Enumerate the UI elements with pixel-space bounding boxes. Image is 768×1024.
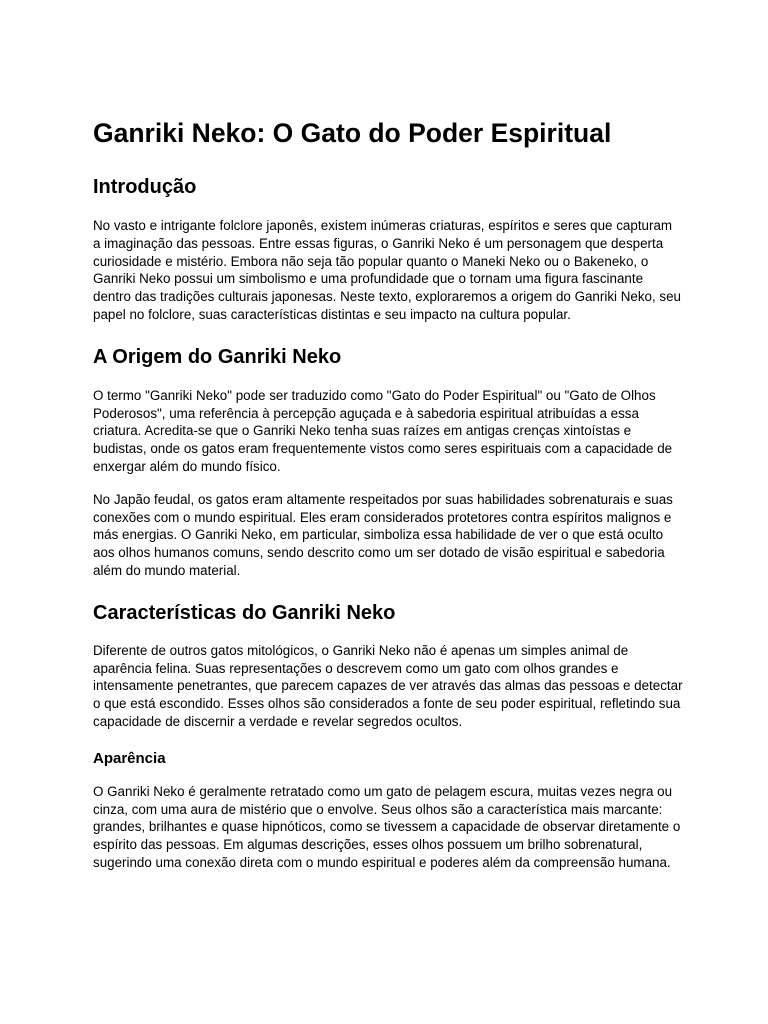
paragraph-introducao: No vasto e intrigante folclore japonês, existem inúmeras criaturas, espíritos e seres que capturam a imaginação das pessoas. Entre essas figuras, o Ganriki Neko é um personagem que desperta curiosidade e mistério. Embora não seja tão popular quanto o Maneki Neko ou o Bakeneko, o Ganriki Neko possui um simbolismo e uma profundidade que o tornam uma figura fascinante dentro das tradições culturais japonesas. Neste texto, exploraremos a origem do Ganriki Neko, seu papel no folclore, suas características distintas e seu impacto na cultura popular. — [93, 218, 681, 322]
paragraph-caracteristicas: Diferente de outros gatos mitológicos, o Ganriki Neko não é apenas um simples animal de aparência felina. Suas representações o descrevem como um gato com olhos grandes e intensamente penetrantes, que parecem capazes de ver através das almas das pessoas e detectar o que está escondido. Esses olhos são considerados a fonte de seu poder espiritual, refletindo sua capacidade de discernir a verdade e revelar segredos ocultos. — [93, 642, 683, 729]
section-heading-caracteristicas: Características do Ganriki Neko — [93, 601, 396, 624]
paragraph-origem-2: No Japão feudal, os gatos eram altamente respeitados por suas habilidades sobrenaturais e suas conexões com o mundo espiritual. Eles eram considerados protetores contra espíritos malignos e más energias. O Ganriki Neko, em particular, simboliza essa habilidade de ver o que está oculto aos olhos humanos comuns, sendo descrito como um ser dotado de visão espiritual e sabedoria além do mundo material. — [93, 491, 673, 578]
section-heading-introducao: Introdução — [93, 176, 197, 198]
document-page — [93, 114, 683, 872]
paragraph-aparencia: O Ganriki Neko é geralmente retratado como um gato de pelagem escura, muitas vezes negra ou cinza, com uma aura de mistério que o envolve. Seus olhos são a característica mais marcante: grandes, brilhantes e quase hipnóticos, como se tivessem a capacidade de observar diretamente o espírito das pessoas. Em algumas descrições, esses olhos possuem um brilho sobrenatural, sugerindo uma conexão direta com o mundo espiritual e poderes além da compreensão humana. — [93, 783, 681, 870]
section-heading-origem: A Origem do Ganriki Neko — [93, 345, 342, 368]
subsection-heading-aparencia: Aparência — [93, 749, 166, 767]
document-title: Ganriki Neko: O Gato do Poder Espiritual — [93, 118, 612, 148]
paragraph-origem-1: O termo "Ganriki Neko" pode ser traduzido como "Gato do Poder Espiritual" ou "Gato de Olhos Poderosos", uma referência à percepção aguçada e à sabedoria espiritual atribuídas a essa criatura. Acredita-se que o Ganriki Neko tenha suas raízes em antigas crenças xintoístas e budistas, onde os gatos eram frequentemente vistos como seres espirituais com a capacidade de enxergar além do mundo físico. — [93, 387, 673, 474]
